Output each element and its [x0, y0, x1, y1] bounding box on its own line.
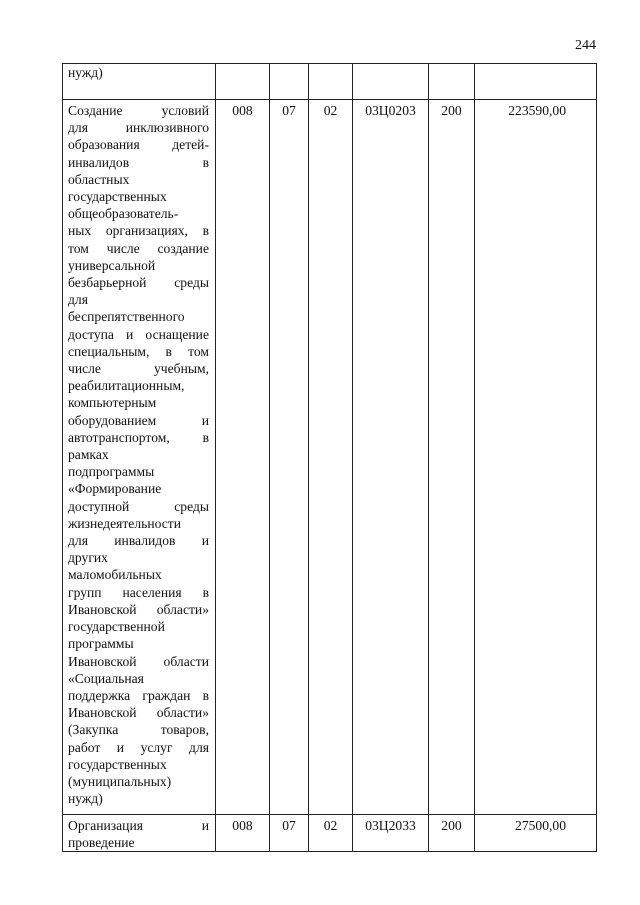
- subsection-code-cell: [309, 64, 353, 100]
- description-line: поддержка граждан в: [68, 687, 209, 703]
- description-line: жизнедеятельности: [68, 515, 181, 531]
- description-line: маломобильных: [68, 567, 162, 583]
- description-line: том числе создание: [68, 240, 209, 256]
- description-line: (муниципальных): [68, 773, 172, 789]
- subsection-code-cell: 02: [309, 100, 353, 815]
- description-line: работ и услуг для: [68, 739, 209, 755]
- description-line: инвалидов в: [68, 154, 209, 170]
- description-line: для инвалидов и: [68, 533, 209, 549]
- description-line: числе учебным,: [68, 361, 209, 377]
- description-line: нужд): [68, 65, 103, 80]
- description-line: реабилитационным,: [68, 378, 185, 394]
- description-line: рамках: [68, 447, 109, 463]
- ministry-code-cell: [216, 64, 270, 100]
- table-row: [63, 100, 597, 815]
- description-line: групп населения в: [68, 584, 209, 600]
- description-line: компьютерным: [68, 395, 157, 411]
- description-line: ных организациях, в: [68, 223, 209, 239]
- section-code-cell: 07: [270, 100, 309, 815]
- description-cell: [63, 100, 216, 815]
- description-line: оборудованием и: [68, 412, 209, 428]
- description-line: проведение: [68, 835, 135, 851]
- description-line: беспрепятственного: [68, 309, 185, 325]
- description-line: Ивановской области»: [68, 601, 209, 617]
- section-code-cell: [270, 64, 309, 100]
- description-line: «Социальная: [68, 670, 144, 686]
- ministry-code-cell: 008: [216, 815, 270, 852]
- description-line: государственных: [68, 756, 167, 772]
- description-line: Создание условий: [68, 103, 209, 118]
- description-line: автотранспортом, в: [68, 429, 209, 445]
- page-number: 244: [575, 38, 596, 53]
- description-line: для инклюзивного: [68, 120, 209, 136]
- amount-cell: 223590,00: [475, 100, 597, 815]
- target-article-cell: [353, 64, 429, 100]
- description-line: нужд): [68, 791, 103, 807]
- description-line: специальным, в том: [68, 343, 209, 359]
- description-line: доступной среды: [68, 498, 209, 514]
- table-row: [63, 64, 597, 100]
- target-article-cell: 03Ц0203: [353, 100, 429, 815]
- subsection-code-cell: 02: [309, 815, 353, 852]
- section-code-cell: 07: [270, 815, 309, 852]
- description-cell: [63, 815, 216, 852]
- description-line: Ивановской области: [68, 653, 209, 669]
- target-article-cell: 03Ц2033: [353, 815, 429, 852]
- description-line: других: [68, 550, 108, 566]
- description-line: подпрограммы: [68, 464, 155, 480]
- description-cell: [63, 64, 216, 100]
- description-line: программы: [68, 636, 134, 652]
- expense-type-cell: 200: [429, 815, 475, 852]
- description-line: Ивановской области»: [68, 705, 209, 721]
- description-line: образования детей-: [68, 137, 209, 153]
- description-line: государственных: [68, 189, 167, 205]
- description-line: «Формирование: [68, 481, 162, 497]
- description-line: безбарьерной среды: [68, 275, 209, 291]
- amount-cell: [475, 64, 597, 100]
- description-line: (Закупка товаров,: [68, 722, 209, 738]
- description-line: Организация и: [68, 818, 209, 833]
- description-line: общеобразователь-: [68, 206, 179, 222]
- table-row: [63, 815, 597, 852]
- budget-table: [62, 63, 597, 852]
- description-line: государственной: [68, 619, 165, 635]
- description-line: областных: [68, 171, 130, 187]
- expense-type-cell: 200: [429, 100, 475, 815]
- description-line: универсальной: [68, 257, 156, 273]
- description-line: для: [68, 292, 88, 308]
- ministry-code-cell: 008: [216, 100, 270, 815]
- expense-type-cell: [429, 64, 475, 100]
- description-line: доступа и оснащение: [68, 326, 209, 342]
- amount-cell: 27500,00: [475, 815, 597, 852]
